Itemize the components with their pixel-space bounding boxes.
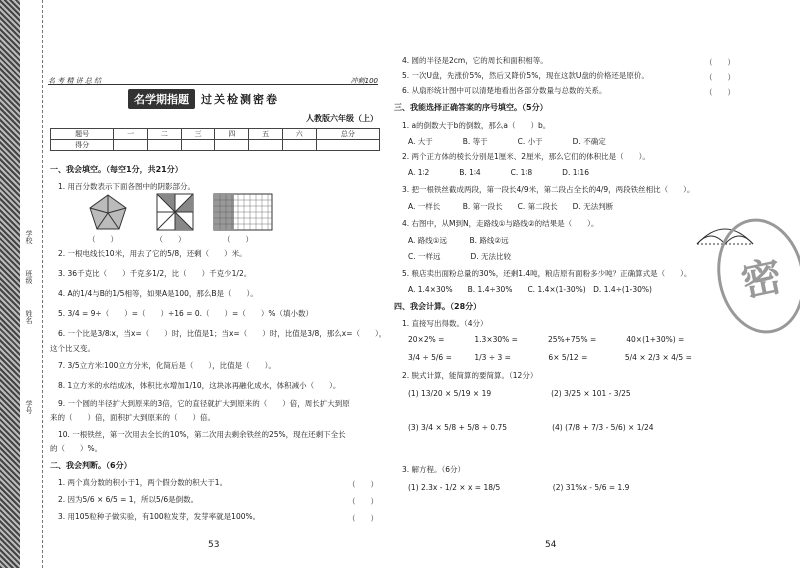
header-right-text: 冲刺100 — [350, 77, 378, 85]
score-cell[interactable] — [181, 140, 215, 151]
score-cell[interactable] — [282, 140, 316, 151]
calc-line: (1) 13/20 × 5/19 × 19 (2) 3/25 × 101 - 3/25 — [408, 389, 631, 398]
score-header-cell: 六 — [282, 129, 316, 140]
option-line: A. 路线①远 B. 路线②远 — [408, 236, 509, 245]
binding-label-class: 班级 — [25, 270, 33, 284]
score-cell[interactable] — [316, 140, 379, 151]
question-line: 7. 3/5立方米∶100立方分米，化简后是（ ），比值是（ ）。 — [58, 361, 276, 370]
calc-line: (1) 2.3x - 1/2 × x = 18/5 (2) 31%x - 5/6 = 1.9 — [408, 483, 630, 492]
option-line: A. 1.4×30% B. 1.4÷30% C. 1.4×(1-30%) D. 1.4÷(1-30%) — [408, 285, 652, 294]
section-3-heading: 三、我能选择正确答案的序号填空。（5分） — [394, 103, 548, 112]
option-line: A. 大于 B. 等于 C. 小于 D. 不确定 — [408, 137, 606, 146]
question-line: 1. a的倒数大于b的倒数，那么a（ ）b。 — [402, 121, 551, 130]
question-line: （ ） （ ） （ ） — [88, 235, 253, 244]
question-line: 的（ ）%。 — [50, 444, 103, 453]
square-sector-figure — [156, 193, 194, 231]
score-header-cell: 五 — [249, 129, 283, 140]
option-line: A. 一样长 B. 第一段长 C. 第二段长 D. 无法判断 — [408, 202, 614, 211]
binding-label-school: 学校 — [25, 230, 33, 244]
score-row-label: 得分 — [51, 140, 114, 151]
score-header-cell: 三 — [181, 129, 215, 140]
score-header-cell: 四 — [215, 129, 249, 140]
question-line: 5. 3/4 = 9÷（ ）=（ ）÷16 = 0.（ ）=（ ）%（填小数） — [58, 309, 313, 318]
question-line: 2. 脱式计算，能简算的要简算。（12分） — [402, 371, 538, 380]
question-line: 4. 右图中，从M到N，走路线①与路线②的结果是（ ）。 — [402, 219, 599, 228]
question-line: 3. 解方程。（6分） — [402, 465, 466, 474]
question-line: 来的（ ）倍，面积扩大到原来的（ ）倍。 — [50, 413, 215, 422]
banner-brand: 名学期指题 — [128, 89, 195, 109]
option-line: A. 1∶2 B. 1∶4 C. 1∶8 D. 1∶16 — [408, 168, 589, 177]
pentagon-figure — [88, 193, 128, 231]
question-line: 2. 因为5/6 × 6/5 = 1，所以5/6是倒数。 — [58, 495, 199, 504]
title-banner — [128, 89, 363, 109]
binding-edge-pattern — [0, 0, 20, 568]
question-line: 5. 粮店卖出面粉总量的30%，还剩1.4吨，粮店原有面粉多少吨？正确算式是（ ）。 — [402, 269, 692, 278]
score-row — [51, 140, 380, 151]
secret-stamp: 密 — [707, 210, 800, 341]
banner-title: 过关检测密卷 — [201, 93, 279, 106]
page-header-bar — [48, 76, 378, 85]
question-line: 2. 两个正方体的棱长分别是1厘米、2厘米，那么它们的体积比是（ ）。 — [402, 152, 650, 161]
calc-line: 3/4 ÷ 5/6 = 1/3 ÷ 3 = 6× 5/12 = 5/4 × 2/3 × 4/5 = — [408, 353, 692, 362]
question-line: 10. 一根铁丝，第一次用去全长的10%，第二次用去剩余铁丝的25%，现在还剩下全长 — [58, 430, 346, 439]
score-cell[interactable] — [215, 140, 249, 151]
page-left — [48, 0, 393, 568]
section-2-heading: 二、我会判断。（6分） — [50, 461, 132, 470]
question-line: 1. 直接写出得数。（4分） — [402, 319, 488, 328]
answer-paren[interactable]: （ ） — [705, 58, 735, 67]
binding-strip — [20, 0, 43, 568]
question-line: 1. 用百分数表示下面各图中的阴影部分。 — [58, 182, 196, 191]
score-header-row — [51, 129, 380, 140]
answer-paren[interactable]: （ ） — [348, 497, 378, 506]
section-1-heading: 一、我会填空。（每空1分，共21分） — [50, 165, 183, 174]
grid-figure — [213, 193, 273, 231]
question-line: 4. 圆的半径是2cm，它的周长和面积相等。 — [402, 56, 548, 65]
score-header-cell: 题号 — [51, 129, 114, 140]
binding-label-id: 学号 — [25, 400, 33, 414]
binding-label-name: 姓名 — [25, 310, 33, 324]
question-line: 9. 一个圆的半径扩大到原来的3倍，它的直径就扩大到原来的（ ）倍，周长扩大到原 — [58, 399, 350, 408]
answer-paren[interactable]: （ ） — [705, 73, 735, 82]
page-number: 54 — [545, 540, 557, 550]
option-line: C. 一样远 D. 无法比较 — [408, 252, 512, 261]
question-line: 8. 1立方米的水结成冰，体积比水增加1/10，这块冰再融化成水，体积减小（ ）。 — [58, 381, 341, 390]
score-header-cell: 二 — [148, 129, 182, 140]
question-line: 3. 用105粒种子做实验，有100粒发芽，发芽率就是100%。 — [58, 512, 261, 521]
section-4-heading: 四、我会计算。（28分） — [394, 302, 482, 311]
answer-paren[interactable]: （ ） — [705, 88, 735, 97]
question-line: 4. A的1/4与B的1/5相等，如果A是100，那么B是（ ）。 — [58, 289, 258, 298]
question-line: 3. 把一根铁丝截成两段，第一段长4/9米，第二段占全长的4/9，两段铁丝相比（ ）。 — [402, 185, 695, 194]
question-line: 2. 一根电线长10米，用去了它的5/8，还剩（ ）米。 — [58, 249, 247, 258]
score-header-cell: 一 — [114, 129, 148, 140]
score-cell[interactable] — [148, 140, 182, 151]
score-header-cell: 总分 — [316, 129, 379, 140]
calc-line: 20×2% = 1.3×30% = 25%+75% = 40×(1+30%) = — [408, 335, 685, 344]
answer-paren[interactable]: （ ） — [348, 514, 378, 523]
answer-paren[interactable]: （ ） — [348, 480, 378, 489]
question-line: 1. 两个真分数的积小于1，两个假分数的积大于1。 — [58, 478, 228, 487]
score-table — [50, 128, 380, 151]
calc-line: (3) 3/4 × 5/8 + 5/8 ÷ 0.75 (4) (7/8 + 7/3 - 5/6) × 1/24 — [408, 423, 654, 432]
score-cell[interactable] — [249, 140, 283, 151]
header-left-text: 名 考 精 讲 总 结 — [48, 77, 102, 85]
question-line: 6. 从扇形统计图中可以清楚地看出各部分数量与总数的关系。 — [402, 86, 607, 95]
page-number: 53 — [208, 540, 220, 550]
question-line: 6. 一个比是3/8∶x，当x=（ ）时，比值是1；当x=（ ）时，比值是3/8，那么x=（ ）， — [58, 329, 387, 338]
score-cell[interactable] — [114, 140, 148, 151]
question-line: 3. 36千克比（ ）千克多1/2，比（ ）千克少1/2。 — [58, 269, 252, 278]
grade-label: 人教版六年级（上） — [306, 114, 378, 123]
question-line: 这个比又变。 — [50, 344, 95, 353]
question-line: 5. 一次U盘，先涨价5%，然后又降价5%，现在这款U盘的价格还是原价。 — [402, 71, 649, 80]
